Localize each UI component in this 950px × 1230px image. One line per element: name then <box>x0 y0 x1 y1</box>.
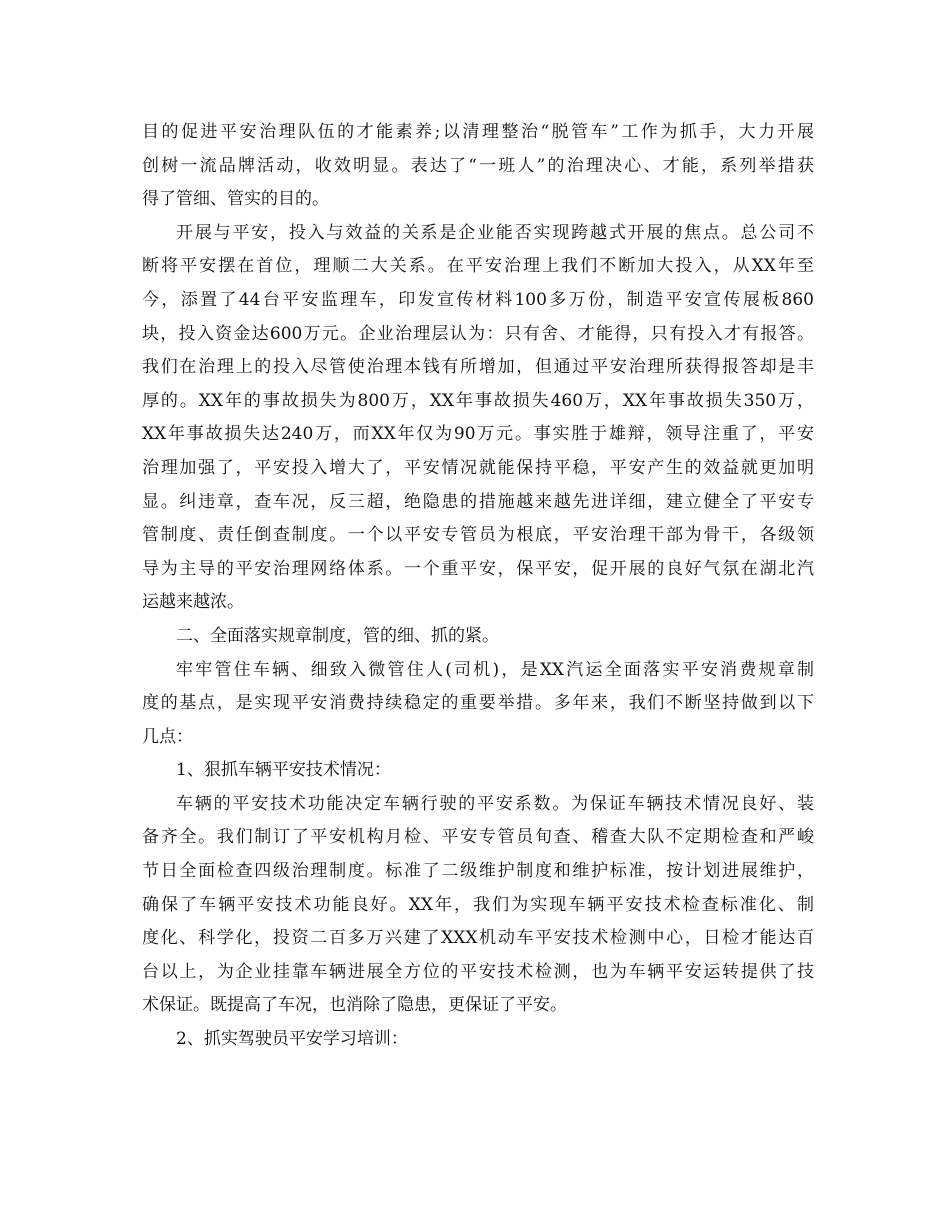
text-line: 1、狠抓车辆平安技术情况： <box>176 760 391 781</box>
body-text <box>142 116 814 1057</box>
text-line: 度化、科学化，投资二百多万兴建了XXX机动车平安技术检测中心，日检才能达百 <box>142 928 814 949</box>
text-line: 台以上，为企业挂靠车辆进展全方位的平安技术检测，也为车辆平安运转提供了技 <box>142 961 814 982</box>
text-line: 术保证。既提高了车况，也消除了隐患，更保证了平安。 <box>142 995 567 1016</box>
text-line: 备齐全。我们制订了平安机构月检、平安专管员旬查、稽查大队不定期检查和严峻 <box>142 827 814 848</box>
text-line: 二、全面落实规章制度，管的细、抓的紧。 <box>176 625 499 646</box>
text-line: 今，添置了44台平安监理车，印发宣传材料100多万份，制造平安宣传展板860 <box>142 289 814 310</box>
text-line: 管制度、责任倒查制度。一个以平安专管员为根底，平安治理干部为骨干，各级领 <box>142 525 814 546</box>
text-line: 牢牢管住车辆、细致入微管住人(司机)，是XX汽运全面落实平安消费规章制 <box>176 659 814 680</box>
text-line: 运越来越浓。 <box>142 592 244 613</box>
text-line: 显。纠违章，查车况，反三超，绝隐患的措施越来越先进详细，建立健全了平安专 <box>142 491 814 512</box>
text-line: 导为主导的平安治理网络体系。一个重平安，保平安，促开展的良好气氛在湖北汽 <box>142 558 814 579</box>
text-line: 度的基点，是实现平安消费持续稳定的重要举措。多年来，我们不断坚持做到以下 <box>142 693 814 714</box>
text-line: 车辆的平安技术功能决定车辆行驶的平安系数。为保证车辆技术情况良好、装 <box>176 793 814 814</box>
text-line: 几点： <box>142 726 193 747</box>
text-line: 治理加强了，平安投入增大了，平安情况就能保持平稳，平安产生的效益就更加明 <box>142 457 814 478</box>
text-line: 得了管细、管实的目的。 <box>142 189 329 210</box>
text-line: 断将平安摆在首位，理顺二大关系。在平安治理上我们不断加大投入，从XX年至 <box>142 256 814 277</box>
text-line: 开展与平安，投入与效益的关系是企业能否实现跨越式开展的焦点。总公司不 <box>176 222 814 243</box>
text-line: 确保了车辆平安技术功能良好。XX年，我们为实现车辆平安技术检查标准化、制 <box>142 894 814 915</box>
text-line: XX年事故损失达240万，而XX年仅为90万元。事实胜于雄辩，领导注重了，平安 <box>142 424 814 445</box>
text-line: 2、抓实驾驶员平安学习培训： <box>176 1029 408 1050</box>
text-line: 厚的。XX年的事故损失为800万，XX年事故损失460万，XX年事故损失350万， <box>142 390 814 411</box>
text-line: 创树一流品牌活动，收效明显。表达了“一班人”的治理决心、才能，系列举措获 <box>142 155 814 176</box>
text-line: 块，投入资金达600万元。企业治理层认为：只有舍、才能得，只有投入才有报答。 <box>142 323 814 344</box>
text-line: 我们在治理上的投入尽管使治理本钱有所增加，但通过平安治理所获得报答却是丰 <box>142 357 814 378</box>
text-line: 目的促进平安治理队伍的才能素养;以清理整治“脱管车”工作为抓手，大力开展 <box>142 122 814 142</box>
text-line: 节日全面检查四级治理制度。标准了二级维护制度和维护标准，按计划进展维护， <box>142 861 814 882</box>
